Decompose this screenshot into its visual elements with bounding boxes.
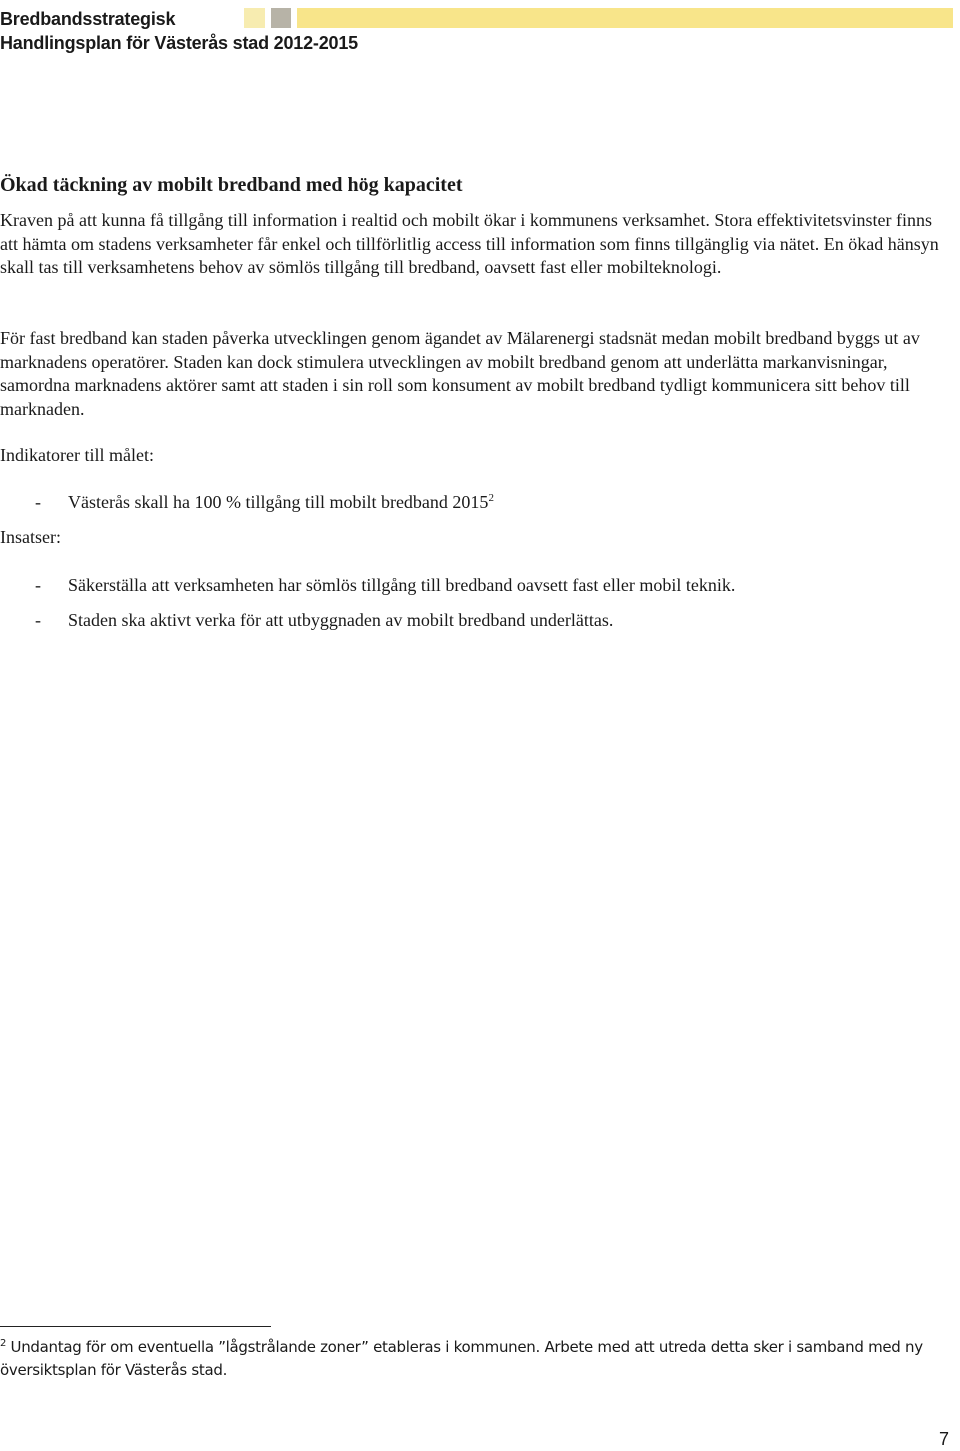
footnote — [0, 1336, 955, 1382]
indicator-bullet-dash: - — [35, 492, 41, 512]
footnote-number: 2 — [0, 1338, 7, 1349]
page-number: 7 — [938, 1429, 949, 1449]
header-title-line-1: Bredbandsstrategisk — [0, 9, 176, 29]
footnote-separator — [0, 1326, 271, 1327]
paragraph-1: Kraven på att kunna få tillgång till information i realtid och mobilt ökar i kommunens verksamhet. Stora effektivitetsvinster finns att hämta om stadens verksamheter får enkel och tillförlitlig access till information som finns tillgänglig via nätet. En ökad hänsyn skall tas till verksamhetens behov av sömlös tillgång till bredband, oavsett fast eller mobilteknologi. — [0, 210, 939, 277]
indicator-item-text: Västerås skall ha 100 % tillgång till mobilt bredband 2015 — [68, 492, 489, 512]
header-decoration-light-block — [244, 8, 265, 28]
indicator-item — [68, 491, 494, 515]
header-title-line-2: Handlingsplan för Västerås stad 2012-2015 — [0, 33, 358, 53]
footnote-text: Undantag för om eventuella ”lågstrålande zoner” etableras i kommunen. Arbete med att utreda detta sker i samband med ny översiktsplan för Västerås stad. — [0, 1338, 923, 1379]
section-heading: Ökad täckning av mobilt bredband med hög kapacitet — [0, 174, 463, 196]
action-bullet-dash: - — [35, 610, 41, 630]
action-item: Säkerställa att verksamheten har sömlös tillgång till bredband oavsett fast eller mobil teknik. — [68, 575, 736, 595]
header-decoration-yellow-bar — [297, 8, 953, 28]
footnote-reference: 2 — [488, 492, 494, 504]
header-decoration-gray-block — [271, 8, 291, 28]
indicators-label: Indikatorer till målet: — [0, 445, 154, 465]
actions-label: Insatser: — [0, 527, 61, 547]
paragraph-2: För fast bredband kan staden påverka utvecklingen genom ägandet av Mälarenergi stadsnät medan mobilt bredband byggs ut av marknadens operatörer. Staden kan dock stimulera utvecklingen av mobilt bredband genom att underlätta markanvisningar, samordna marknadens aktörer samt att staden i sin roll som konsument av mobilt bredband tydligt kommunicera sitt behov till marknaden. — [0, 328, 920, 419]
action-bullet-dash: - — [35, 575, 41, 595]
action-item: Staden ska aktivt verka för att utbyggnaden av mobilt bredband underlättas. — [68, 610, 614, 630]
